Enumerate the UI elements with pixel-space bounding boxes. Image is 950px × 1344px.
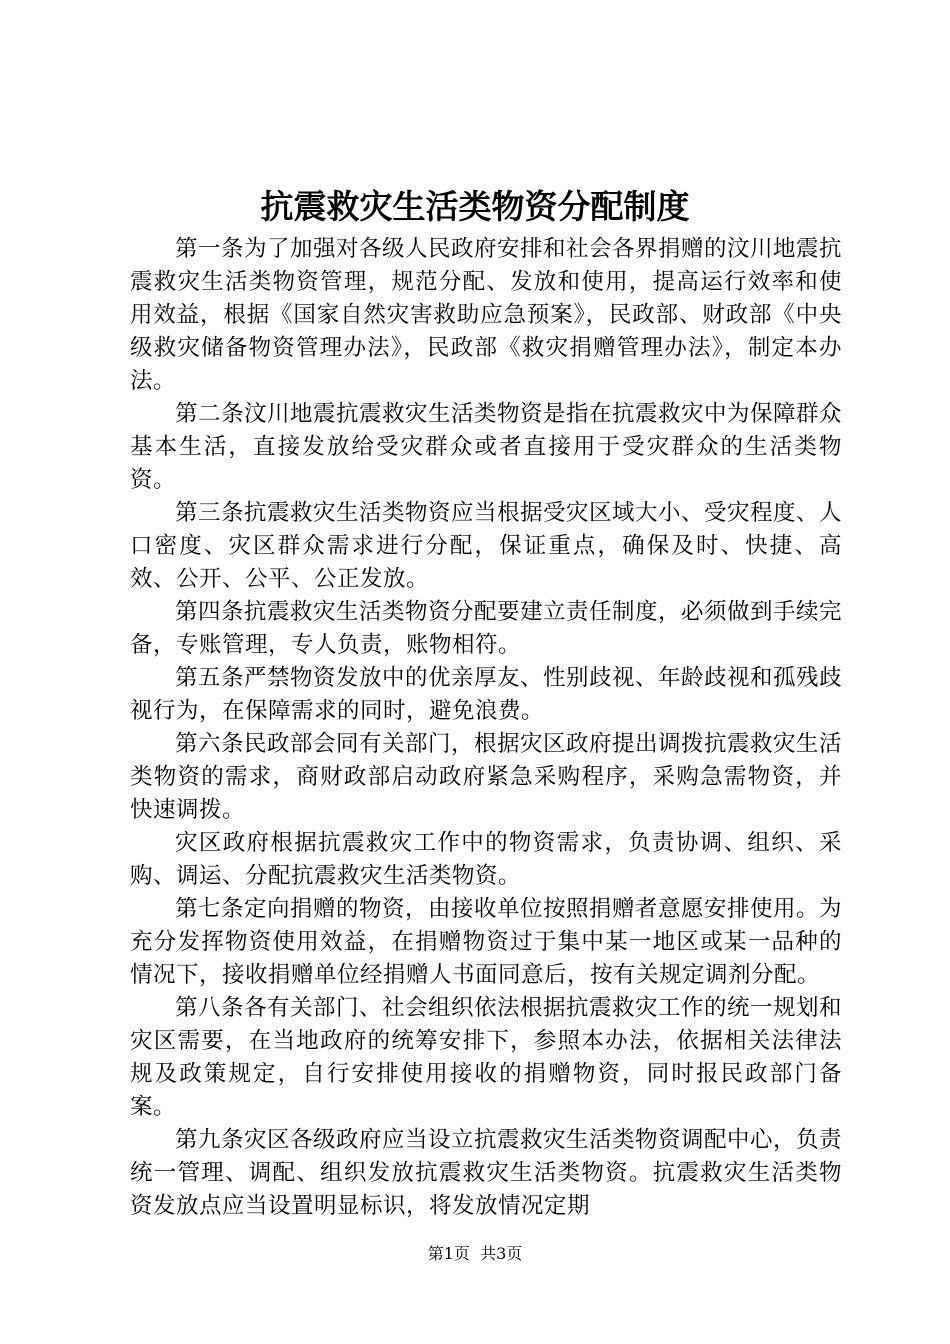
paragraph-article-6-cont: 灾区政府根据抗震救灾工作中的物资需求，负责协调、组织、采购、调运、分配抗震救灾生活类物资。: [130, 830, 842, 889]
paragraph-article-5: 第五条严禁物资发放中的优亲厚友、性别歧视、年龄歧视和孤残歧视行为，在保障需求的同时，避免浪费。: [130, 665, 843, 724]
paragraph-article-7: 第七条定向捐赠的物资，由接收单位按照捐赠者意愿安排使用。为充分发挥物资使用效益，在捐赠物资过于集中某一地区或某一品种的情况下，接收捐赠单位经捐赠人书面同意后，按有关规定调剂分配。: [130, 896, 843, 988]
page-number: 第1页: [427, 1244, 470, 1263]
page-total: 共3页: [480, 1244, 523, 1263]
document-title: 抗震救灾生活类物资分配制度: [260, 187, 690, 226]
paragraph-article-2: 第二条汶川地震抗震救灾生活类物资是指在抗震救灾中为保障群众基本生活，直接发放给受灾群众或者直接用于受灾群众的生活类物资。: [130, 401, 843, 493]
page-footer: [0, 1243, 950, 1265]
paragraph-article-1: 第一条为了加强对各级人民政府安排和社会各界捐赠的汶川地震抗震救灾生活类物资管理，规范分配、发放和使用，提高运行效率和使用效益，根据《国家自然灾害救助应急预案》，民政部、财政部《中央级救灾储备物资管理办法》，民政部《救灾捐赠管理办法》，制定本办法。: [130, 236, 843, 394]
paragraph-article-3: 第三条抗震救灾生活类物资应当根据受灾区域大小、受灾程度、人口密度、灾区群众需求进行分配，保证重点，确保及时、快捷、高效、公开、公平、公正发放。: [130, 500, 843, 592]
paragraph-article-6: 第六条民政部会同有关部门，根据灾区政府提出调拨抗震救灾生活类物资的需求，商财政部启动政府紧急采购程序，采购急需物资，并快速调拨。: [130, 731, 843, 823]
paragraph-article-9: 第九条灾区各级政府应当设立抗震救灾生活类物资调配中心，负责统一管理、调配、组织发放抗震救灾生活类物资。抗震救灾生活类物资发放点应当设置明显标识，将发放情况定期: [130, 1127, 843, 1219]
paragraph-article-8: 第八条各有关部门、社会组织依法根据抗震救灾工作的统一规划和灾区需要，在当地政府的统筹安排下，参照本办法，依据相关法律法规及政策规定，自行安排使用接收的捐赠物资，同时报民政部门备案。: [130, 995, 843, 1120]
paragraph-article-4: 第四条抗震救灾生活类物资分配要建立责任制度，必须做到手续完备，专账管理，专人负责，账物相符。: [130, 599, 843, 658]
document-body: [130, 233, 842, 1223]
